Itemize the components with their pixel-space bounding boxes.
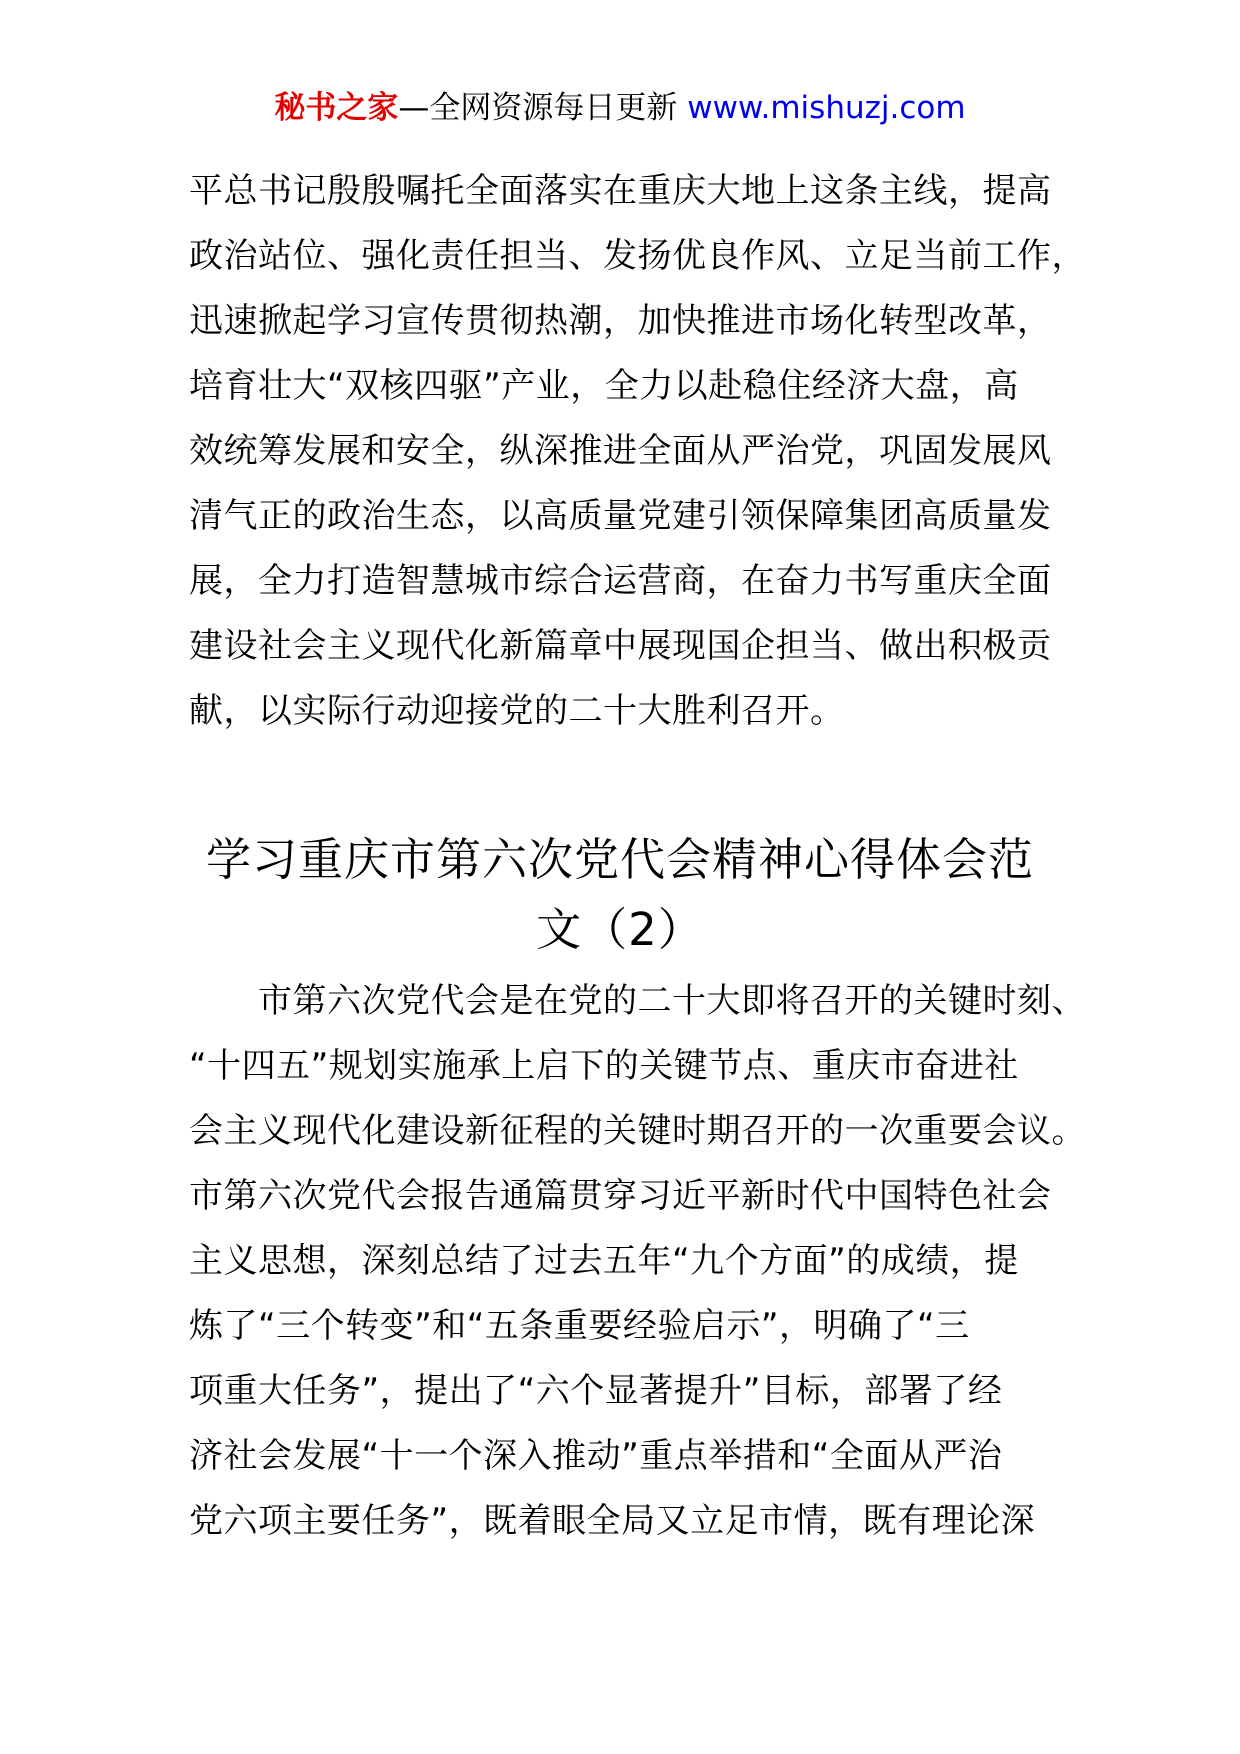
text-line: 平总书记殷殷嘱托全面落实在重庆大地上这条主线，提高 [189,171,1052,211]
article-title [0,825,1240,965]
text-line: 市第六次党代会是在党的二十大即将召开的关键时刻、 [189,981,1086,1021]
text-line: 清气正的政治生态，以高质量党建引领保障集团高质量发 [189,496,1052,536]
text-line: 效统筹发展和安全，纵深推进全面从严治党，巩固发展风 [189,431,1052,471]
text-line: 会主义现代化建设新征程的关键时期召开的一次重要会议。 [189,1111,1086,1151]
text-line: 炼了“三个转变”和“五条重要经验启示”，明确了“三 [189,1306,970,1346]
text-line: 市第六次党代会报告通篇贯穿习近平新时代中国特色社会 [189,1176,1052,1216]
text-line: 培育壮大“双核四驱”产业，全力以赴稳住经济大盘，高 [189,366,1019,406]
body-paragraph [189,969,1089,1554]
text-line: 主义思想，深刻总结了过去五年“九个方面”的成绩，提 [189,1241,1019,1281]
text-line: 政治站位、强化责任担当、发扬优良作风、立足当前工作， [189,236,1086,276]
text-line: 济社会发展“十一个深入推动”重点举措和“全面从严治 [189,1436,1003,1476]
text-line: 迅速掀起学习宣传贯彻热潮，加快推进市场化转型改革， [189,301,1052,341]
title-line: 学习重庆市第六次党代会精神心得体会范 [205,833,1034,886]
title-line: 文（2） [536,903,704,956]
site-header [0,86,1240,130]
text-line: 党六项主要任务”，既着眼全局又立足市情，既有理论深 [189,1501,1036,1541]
continued-paragraph [189,159,1089,744]
text-line: 建设社会主义现代化新篇章中展现国企担当、做出积极贡 [189,626,1052,666]
header-tagline: —全网资源每日更新 [398,90,688,126]
text-line: 项重大任务”，提出了“六个显著提升”目标，部署了经 [189,1371,1003,1411]
text-line: 献，以实际行动迎接党的二十大胜利召开。 [189,691,845,731]
brand-name: 秘书之家 [274,90,399,126]
text-line: “十四五”规划实施承上启下的关键节点、重庆市奋进社 [189,1046,1019,1086]
site-url-link[interactable]: www.mishuzj.com [687,90,966,126]
text-line: 展，全力打造智慧城市综合运营商，在奋力书写重庆全面 [189,561,1052,601]
